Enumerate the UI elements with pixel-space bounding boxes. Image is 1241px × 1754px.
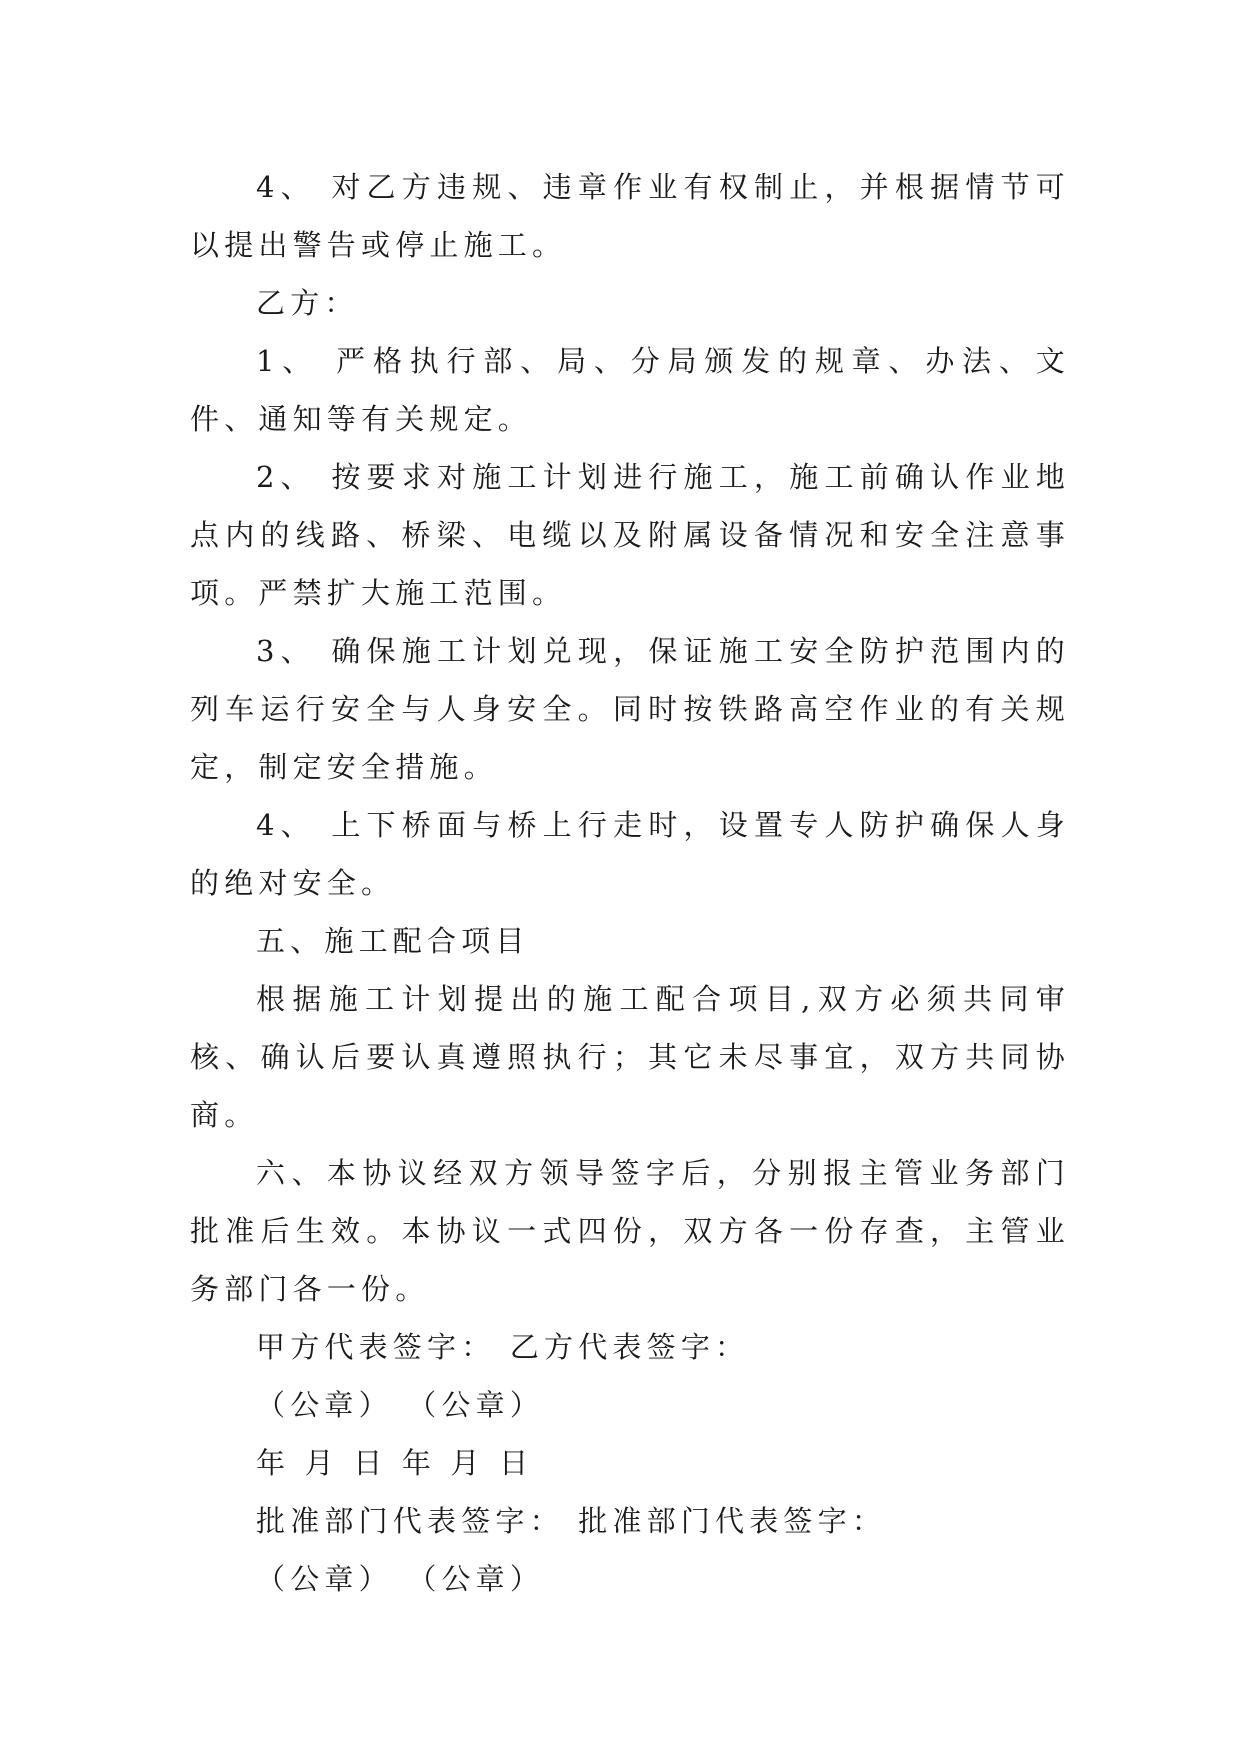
document-page	[190, 158, 1070, 1608]
clause-party-b-2: 2、 按要求对施工计划进行施工，施工前确认作业地点内的线路、桥梁、电缆以及附属设备情况和安全注意事项。严禁扩大施工范围。	[190, 460, 1070, 610]
clause-party-b-3: 3、 确保施工计划兑现，保证施工安全防护范围内的列车运行安全与人身安全。同时按铁路高空作业的有关规定，制定安全措施。	[190, 634, 1070, 784]
clause-party-b-1: 1、 严格执行部、局、分局颁发的规章、办法、文件、通知等有关规定。	[190, 344, 1070, 436]
section-five-body: 根据施工计划提出的施工配合项目,双方必须共同审核、确认后要认真遵照执行；其它未尽事宜，双方共同协商。	[190, 982, 1070, 1132]
party-b-heading: 乙方：	[256, 286, 359, 320]
seal-line-1: （公章） （公章）	[256, 1388, 545, 1422]
signature-line-approval: 批准部门代表签字： 批准部门代表签字：	[256, 1504, 887, 1538]
signature-line-representatives: 甲方代表签字： 乙方代表签字：	[256, 1330, 750, 1364]
section-five-heading: 五、施工配合项目	[256, 924, 530, 958]
clause-party-b-4: 4、 上下桥面与桥上行走时，设置专人防护确保人身的绝对安全。	[190, 808, 1070, 900]
section-six-body: 六、本协议经双方领导签字后，分别报主管业务部门批准后生效。本协议一式四份，双方各一份存查，主管业务部门各一份。	[190, 1156, 1070, 1306]
date-line: 年 月 日 年 月 日	[256, 1446, 534, 1480]
seal-line-2: （公章） （公章）	[256, 1562, 545, 1596]
clause-party-a-4: 4、 对乙方违规、违章作业有权制止，并根据情节可以提出警告或停止施工。	[190, 170, 1070, 262]
